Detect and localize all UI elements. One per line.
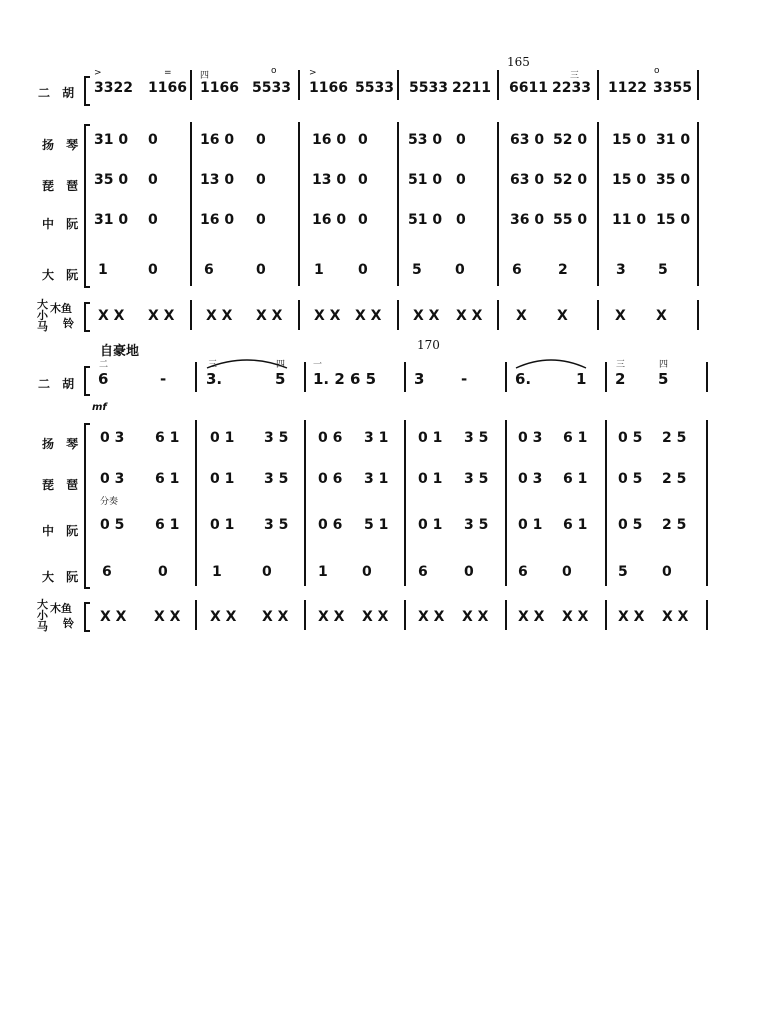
barline: [605, 600, 607, 630]
yangqin-note: 0 6: [318, 430, 343, 446]
percussion-label-bot: 马: [37, 320, 48, 333]
daruan-note: 3: [616, 262, 626, 278]
percussion-note: X X: [148, 308, 175, 324]
pipa-note: 0 6: [318, 471, 343, 487]
yangqin-note: 53 0: [408, 132, 443, 148]
erhu-note: 2: [615, 370, 626, 388]
pipa-note: 52 0: [553, 172, 588, 188]
yangqin-note: 0 1: [210, 430, 235, 446]
yangqin-note: 31 0: [94, 132, 129, 148]
percussion-note: X X: [456, 308, 483, 324]
daruan-note: 0: [464, 564, 474, 580]
daruan-note: 1: [314, 262, 324, 278]
erhu-note: 2233: [552, 80, 591, 96]
zhongruan-note: 31 0: [94, 212, 129, 228]
daruan-note: 6: [518, 564, 528, 580]
percussion-note: X X: [413, 308, 440, 324]
harmonic-mark: o: [271, 66, 277, 76]
yangqin-note: 52 0: [553, 132, 588, 148]
percussion-label-top: 大: [37, 298, 48, 311]
yangqin-note: 3 1: [364, 430, 389, 446]
barline: [195, 420, 197, 586]
barline: [298, 122, 300, 286]
erhu-note: 3.: [206, 370, 223, 388]
barline: [397, 300, 399, 330]
percussion-note: X X: [518, 609, 545, 625]
barline: [404, 420, 406, 586]
zhongruan-label: 中 阮: [42, 524, 83, 538]
pipa-note: 0: [148, 172, 158, 188]
zhongruan-note: 0 6: [318, 517, 343, 533]
yangqin-note: 3 5: [464, 430, 489, 446]
percussion-label-right-bot: 铃: [63, 617, 74, 630]
zhongruan-note: 0 1: [518, 517, 543, 533]
zhongruan-note: 0 5: [618, 517, 643, 533]
yangqin-note: 6 1: [563, 430, 588, 446]
daruan-note: 6: [512, 262, 522, 278]
zhongruan-note: 0 5: [100, 517, 125, 533]
erhu-note: 1. 2 6 5: [313, 370, 377, 388]
daruan-note: 0: [662, 564, 672, 580]
barline: [706, 600, 708, 630]
zhongruan-note: 36 0: [510, 212, 545, 228]
barline: [597, 70, 599, 100]
pipa-note: 2 5: [662, 471, 687, 487]
accent-mark: >: [94, 68, 102, 78]
erhu-label: 二 胡: [38, 86, 79, 100]
yangqin-note: 2 5: [662, 430, 687, 446]
pipa-note: 35 0: [94, 172, 129, 188]
fingering-mark: 三: [208, 360, 218, 370]
daruan-note: 1: [98, 262, 108, 278]
erhu-note: 1122: [608, 80, 647, 96]
erhu-note: -: [160, 370, 167, 388]
fingering-mark: =: [164, 68, 172, 78]
percussion-label-top: 大: [37, 598, 48, 611]
erhu-note: 6.: [515, 370, 532, 388]
pipa-note: 13 0: [200, 172, 235, 188]
daruan-note: 0: [562, 564, 572, 580]
pipa-note: 0 5: [618, 471, 643, 487]
accent-mark: >: [309, 68, 317, 78]
daruan-label: 大 阮: [42, 268, 83, 282]
pipa-note: 6 1: [563, 471, 588, 487]
percussion-note: X X: [154, 609, 181, 625]
barline: [298, 70, 300, 100]
daruan-note: 0: [455, 262, 465, 278]
fingering-mark: 四: [659, 360, 669, 370]
yangqin-note: 0 5: [618, 430, 643, 446]
daruan-note: 0: [148, 262, 158, 278]
daruan-note: 0: [358, 262, 368, 278]
percussion-note: X X: [418, 609, 445, 625]
percussion-note: X: [557, 308, 568, 324]
yangqin-note: 0 1: [418, 430, 443, 446]
barline: [706, 420, 708, 586]
pipa-label: 琵 琶: [42, 478, 83, 492]
percussion-note: X X: [206, 308, 233, 324]
fingering-mark: 三: [570, 71, 580, 81]
barline: [497, 300, 499, 330]
yangqin-label: 扬 琴: [42, 138, 83, 152]
percussion-note: X X: [256, 308, 283, 324]
pipa-note: 6 1: [155, 471, 180, 487]
percussion-note: X: [516, 308, 527, 324]
barline: [190, 122, 192, 286]
barline: [195, 362, 197, 392]
erhu-label: 二 胡: [38, 377, 79, 391]
erhu-note: 5533: [409, 80, 448, 96]
zhongruan-note: 2 5: [662, 517, 687, 533]
bracket: [84, 602, 90, 632]
slur: [514, 356, 588, 370]
barline: [697, 122, 699, 286]
daruan-note: 5: [658, 262, 668, 278]
barline: [190, 70, 192, 100]
percussion-note: X X: [618, 609, 645, 625]
zhongruan-note: 51 0: [408, 212, 443, 228]
daruan-label: 大 阮: [42, 570, 83, 584]
erhu-note: 3355: [653, 80, 692, 96]
yangqin-note: 15 0: [612, 132, 647, 148]
percussion-note: X X: [210, 609, 237, 625]
measure-number: 165: [507, 55, 530, 69]
slur: [205, 356, 289, 370]
percussion-note: X X: [362, 609, 389, 625]
zhongruan-note: 3 5: [464, 517, 489, 533]
percussion-note: X X: [462, 609, 489, 625]
pipa-note: 35 0: [656, 172, 691, 188]
barline: [505, 420, 507, 586]
erhu-note: 6: [98, 370, 109, 388]
barline: [597, 300, 599, 330]
zhongruan-note: 0: [358, 212, 368, 228]
yangqin-note: 16 0: [312, 132, 347, 148]
bracket: [84, 124, 90, 288]
percussion-label-right-bot: 铃: [63, 317, 74, 330]
bracket: [84, 302, 90, 332]
percussion-note: X: [656, 308, 667, 324]
erhu-note: 6611: [509, 80, 548, 96]
pipa-note: 0 3: [100, 471, 125, 487]
barline: [505, 600, 507, 630]
pipa-note: 63 0: [510, 172, 545, 188]
zhongruan-note: 0 1: [210, 517, 235, 533]
yangqin-note: 3 5: [264, 430, 289, 446]
pipa-note: 0: [256, 172, 266, 188]
zhongruan-note: 55 0: [553, 212, 588, 228]
daruan-note: 0: [158, 564, 168, 580]
barline: [304, 420, 306, 586]
percussion-note: X X: [262, 609, 289, 625]
zhongruan-note: 16 0: [312, 212, 347, 228]
barline: [190, 300, 192, 330]
percussion-note: X: [615, 308, 626, 324]
erhu-note: 1166: [309, 80, 348, 96]
barline: [404, 600, 406, 630]
harmonic-mark: o: [654, 66, 660, 76]
erhu-note: 3: [414, 370, 425, 388]
yangqin-note: 31 0: [656, 132, 691, 148]
yangqin-note: 0: [358, 132, 368, 148]
barline: [497, 70, 499, 100]
divisi-mark: 分奏: [100, 497, 119, 507]
dynamic-mark: mf: [92, 402, 107, 413]
pipa-note: 15 0: [612, 172, 647, 188]
yangqin-note: 0: [256, 132, 266, 148]
measure-number: 170: [417, 338, 440, 352]
percussion-label-bot: 马: [37, 620, 48, 633]
pipa-note: 3 1: [364, 471, 389, 487]
zhongruan-note: 5 1: [364, 517, 389, 533]
yangqin-label: 扬 琴: [42, 437, 83, 451]
erhu-note: 1166: [200, 80, 239, 96]
pipa-note: 0 1: [418, 471, 443, 487]
erhu-note: 5533: [355, 80, 394, 96]
daruan-note: 6: [204, 262, 214, 278]
zhongruan-note: 0: [256, 212, 266, 228]
zhongruan-note: 3 5: [264, 517, 289, 533]
pipa-note: 0 1: [210, 471, 235, 487]
barline: [298, 300, 300, 330]
barline: [404, 362, 406, 392]
fingering-mark: 二: [99, 360, 109, 370]
daruan-note: 5: [618, 564, 628, 580]
barline: [195, 600, 197, 630]
zhongruan-note: 16 0: [200, 212, 235, 228]
barline: [397, 70, 399, 100]
pipa-note: 0 3: [518, 471, 543, 487]
daruan-note: 1: [212, 564, 222, 580]
percussion-note: X X: [314, 308, 341, 324]
erhu-note: 2211: [452, 80, 491, 96]
percussion-label-mid: 小: [37, 609, 48, 622]
erhu-note: 5533: [252, 80, 291, 96]
expression-direction: 自豪地: [100, 344, 140, 359]
zhongruan-label: 中 阮: [42, 217, 83, 231]
percussion-note: X X: [318, 609, 345, 625]
erhu-note: 5: [275, 370, 286, 388]
daruan-note: 2: [558, 262, 568, 278]
bracket: [84, 366, 90, 396]
fingering-mark: 四: [200, 71, 210, 81]
percussion-note: X X: [562, 609, 589, 625]
yangqin-note: 0 3: [518, 430, 543, 446]
yangqin-note: 63 0: [510, 132, 545, 148]
fingering-mark: 三: [616, 360, 626, 370]
barline: [597, 122, 599, 286]
percussion-note: X X: [100, 609, 127, 625]
pipa-label: 琵 琶: [42, 179, 83, 193]
barline: [304, 362, 306, 392]
daruan-note: 6: [418, 564, 428, 580]
zhongruan-note: 11 0: [612, 212, 647, 228]
zhongruan-note: 6 1: [563, 517, 588, 533]
fingering-mark: 一: [313, 360, 323, 370]
bracket: [84, 76, 90, 106]
daruan-note: 5: [412, 262, 422, 278]
erhu-note: 1166: [148, 80, 187, 96]
pipa-note: 3 5: [464, 471, 489, 487]
barline: [304, 600, 306, 630]
barline: [706, 362, 708, 392]
zhongruan-note: 0 1: [418, 517, 443, 533]
fingering-mark: 四: [276, 360, 286, 370]
percussion-note: X X: [355, 308, 382, 324]
pipa-note: 13 0: [312, 172, 347, 188]
percussion-note: X X: [98, 308, 125, 324]
zhongruan-note: 15 0: [656, 212, 691, 228]
pipa-note: 0: [456, 172, 466, 188]
erhu-note: 5: [658, 370, 669, 388]
percussion-label-right-top: 木鱼: [50, 602, 72, 615]
barline: [697, 300, 699, 330]
yangqin-note: 6 1: [155, 430, 180, 446]
erhu-note: -: [461, 370, 468, 388]
daruan-note: 6: [102, 564, 112, 580]
zhongruan-note: 6 1: [155, 517, 180, 533]
yangqin-note: 0: [456, 132, 466, 148]
percussion-label-right-top: 木鱼: [50, 302, 72, 315]
erhu-note: 1: [576, 370, 587, 388]
pipa-note: 51 0: [408, 172, 443, 188]
erhu-note: 3322: [94, 80, 133, 96]
yangqin-note: 0 3: [100, 430, 125, 446]
yangqin-note: 0: [148, 132, 158, 148]
daruan-note: 0: [362, 564, 372, 580]
yangqin-note: 16 0: [200, 132, 235, 148]
daruan-note: 1: [318, 564, 328, 580]
pipa-note: 3 5: [264, 471, 289, 487]
barline: [605, 362, 607, 392]
barline: [605, 420, 607, 586]
percussion-label-mid: 小: [37, 309, 48, 322]
barline: [497, 122, 499, 286]
bracket: [84, 423, 90, 589]
zhongruan-note: 0: [456, 212, 466, 228]
daruan-note: 0: [256, 262, 266, 278]
zhongruan-note: 0: [148, 212, 158, 228]
daruan-note: 0: [262, 564, 272, 580]
percussion-note: X X: [662, 609, 689, 625]
barline: [697, 70, 699, 100]
pipa-note: 0: [358, 172, 368, 188]
barline: [505, 362, 507, 392]
barline: [397, 122, 399, 286]
